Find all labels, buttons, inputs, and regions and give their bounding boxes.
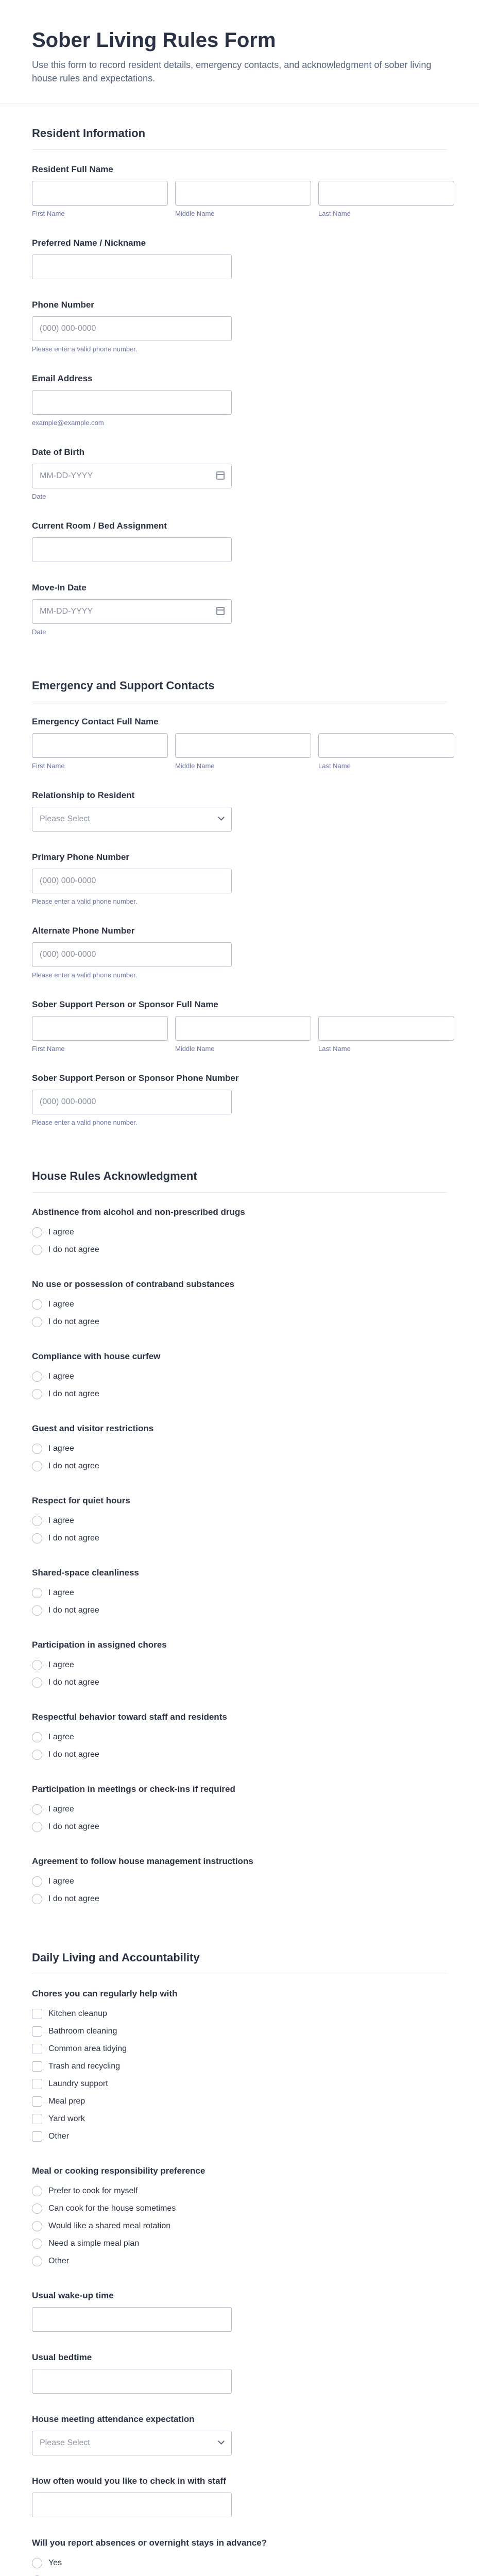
report-field <box>32 2538 447 2576</box>
field-label: House meeting attendance expectation <box>32 2414 195 2424</box>
field-label: Chores you can regularly help with <box>32 1989 178 1998</box>
phone-field <box>32 300 447 353</box>
section-header <box>32 1928 447 1974</box>
email-hint: example@example.com <box>32 419 104 427</box>
middle-name-input[interactable] <box>175 181 311 206</box>
section-header <box>32 656 447 702</box>
option-label: Can cook for the house sometimes <box>48 2204 176 2213</box>
last-name-input[interactable] <box>318 1016 454 1041</box>
section-header <box>32 1147 447 1193</box>
section-house-rules <box>0 1147 479 1908</box>
radio-button[interactable] <box>32 1371 42 1382</box>
rule-field <box>32 1856 447 1908</box>
rule-field <box>32 1496 447 1547</box>
room-field <box>32 521 447 562</box>
room-input[interactable] <box>32 537 232 562</box>
option-label: Would like a shared meal rotation <box>48 2222 171 2230</box>
radio-button[interactable] <box>32 2221 42 2231</box>
chores-field <box>32 1989 447 2145</box>
option-label: I agree <box>48 1660 74 1669</box>
radio-button[interactable] <box>32 1660 42 1670</box>
option-label: I do not agree <box>48 1894 99 1903</box>
field-label: Usual bedtime <box>32 2352 92 2362</box>
field-label: Relationship to Resident <box>32 790 135 800</box>
field-label: Participation in meetings or check-ins if required <box>32 1784 235 1794</box>
option-label: I agree <box>48 1877 74 1886</box>
preferred-name-field <box>32 238 447 279</box>
last-name-input[interactable] <box>318 181 454 206</box>
radio-button[interactable] <box>32 1588 42 1598</box>
radio-button[interactable] <box>32 2186 42 2196</box>
first-name-input[interactable] <box>32 733 168 758</box>
radio-button[interactable] <box>32 2204 42 2214</box>
field-label: Shared-space cleanliness <box>32 1568 139 1578</box>
rule-option[interactable] <box>32 1890 447 1908</box>
email-field <box>32 374 447 427</box>
option-label: Bathroom cleaning <box>48 2027 117 2036</box>
rule-option[interactable] <box>32 1728 447 1746</box>
checkbox[interactable] <box>32 2061 42 2072</box>
option-label: I do not agree <box>48 1822 99 1831</box>
phone-hint: Please enter a valid phone number. <box>32 345 138 353</box>
field-label: Participation in assigned chores <box>32 1640 167 1650</box>
wake-time-input[interactable] <box>32 2307 232 2332</box>
dob-input[interactable]: MM-DD-YYYY <box>32 464 232 488</box>
section-resident-info <box>0 104 479 636</box>
chore-option[interactable] <box>32 2058 447 2075</box>
radio-button[interactable] <box>32 1444 42 1454</box>
sponsor-phone-field <box>32 1073 447 1126</box>
calendar-icon[interactable] <box>216 607 225 615</box>
bedtime-input[interactable] <box>32 2369 232 2394</box>
rule-option[interactable] <box>32 1385 447 1403</box>
option-label: Other <box>48 2132 70 2141</box>
bedtime-field <box>32 2352 447 2394</box>
checkbox[interactable] <box>32 2096 42 2107</box>
meal-option[interactable] <box>32 2200 447 2217</box>
section-title: Resident Information <box>32 127 146 140</box>
option-label: Kitchen cleanup <box>48 2009 107 2018</box>
meal-option[interactable] <box>32 2217 447 2235</box>
alt-phone-input[interactable]: (000) 000-0000 <box>32 942 232 967</box>
rule-option[interactable] <box>32 1224 447 1241</box>
checkbox[interactable] <box>32 2131 42 2142</box>
option-label: I do not agree <box>48 1678 99 1687</box>
section-title: House Rules Acknowledgment <box>32 1170 197 1182</box>
rule-option[interactable] <box>32 1656 447 1674</box>
field-label: Agreement to follow house management instructions <box>32 1856 253 1866</box>
rule-option[interactable] <box>32 1512 447 1530</box>
radio-button[interactable] <box>32 2239 42 2249</box>
relationship-field <box>32 790 447 832</box>
field-label: Alternate Phone Number <box>32 926 135 936</box>
option-label: I agree <box>48 1588 74 1597</box>
movein-input[interactable]: MM-DD-YYYY <box>32 599 232 624</box>
chore-option[interactable] <box>32 2005 447 2023</box>
wake-field <box>32 2291 447 2332</box>
radio-button[interactable] <box>32 1245 42 1255</box>
dob-field <box>32 447 447 500</box>
preferred-name-input[interactable] <box>32 255 232 279</box>
option-label: I do not agree <box>48 1245 99 1254</box>
rule-option[interactable] <box>32 1801 447 1818</box>
section-title: Daily Living and Accountability <box>32 1951 200 1964</box>
last-name-sublabel: Last Name <box>318 210 351 217</box>
rule-field <box>32 1712 447 1764</box>
field-label: Date of Birth <box>32 447 84 457</box>
rule-field <box>32 1279 447 1331</box>
checkin-input[interactable] <box>32 2493 232 2517</box>
option-label: Prefer to cook for myself <box>48 2187 138 2195</box>
rule-option[interactable] <box>32 1530 447 1547</box>
rule-option[interactable] <box>32 1458 447 1475</box>
field-label: How often would you like to check in with staff <box>32 2476 226 2486</box>
field-label: Usual wake-up time <box>32 2291 114 2300</box>
rule-option[interactable] <box>32 1746 447 1764</box>
relationship-select[interactable] <box>32 807 232 832</box>
meal-field <box>32 2166 447 2270</box>
rule-field <box>32 1568 447 1619</box>
radio-button[interactable] <box>32 1677 42 1688</box>
meal-option[interactable] <box>32 2252 447 2270</box>
meal-option[interactable] <box>32 2182 447 2200</box>
rules-list <box>32 1207 447 1908</box>
field-label: Primary Phone Number <box>32 852 129 862</box>
form-title: Sober Living Rules Form <box>32 29 276 52</box>
field-label: Will you report absences or overnight stays in advance? <box>32 2538 267 2548</box>
radio-button[interactable] <box>32 2558 42 2568</box>
option-label: I do not agree <box>48 1606 99 1615</box>
rule-field <box>32 1784 447 1836</box>
section-title: Emergency and Support Contacts <box>32 679 215 692</box>
first-name-input[interactable] <box>32 181 168 206</box>
radio-button[interactable] <box>32 1876 42 1887</box>
field-label: Abstinence from alcohol and non-prescribed drugs <box>32 1207 245 1217</box>
rule-field <box>32 1423 447 1475</box>
option-label: Laundry support <box>48 2079 108 2088</box>
middle-name-sublabel: Middle Name <box>175 210 215 217</box>
field-label: Guest and visitor restrictions <box>32 1423 154 1433</box>
chore-option[interactable] <box>32 2040 447 2058</box>
rule-field <box>32 1640 447 1691</box>
option-label: I do not agree <box>48 1534 99 1543</box>
dob-hint: Date <box>32 493 46 500</box>
field-label: Emergency Contact Full Name <box>32 717 159 726</box>
rule-field <box>32 1351 447 1403</box>
field-label: No use or possession of contraband substances <box>32 1279 234 1289</box>
middle-name-input[interactable] <box>175 733 311 758</box>
option-label: Need a simple meal plan <box>48 2239 140 2248</box>
option-label: I agree <box>48 1805 74 1814</box>
radio-button[interactable] <box>32 1227 42 1238</box>
rule-option[interactable] <box>32 1368 447 1385</box>
option-label: I agree <box>48 1372 74 1381</box>
option-label: I agree <box>48 1516 74 1525</box>
checkbox[interactable] <box>32 2026 42 2037</box>
primary-phone-field <box>32 852 447 905</box>
checkbox[interactable] <box>32 2044 42 2054</box>
movein-field <box>32 583 447 636</box>
email-input[interactable] <box>32 390 232 415</box>
form-header <box>0 0 479 104</box>
alt-phone-field <box>32 926 447 979</box>
radio-button[interactable] <box>32 1389 42 1399</box>
radio-button[interactable] <box>32 1732 42 1742</box>
option-label: I agree <box>48 1300 74 1309</box>
checkbox[interactable] <box>32 2079 42 2089</box>
field-label: Respect for quiet hours <box>32 1496 130 1505</box>
option-label: Yard work <box>48 2114 85 2123</box>
field-label: Preferred Name / Nickname <box>32 238 146 248</box>
radio-button[interactable] <box>32 1804 42 1815</box>
option-label: I agree <box>48 1228 74 1236</box>
rule-option[interactable] <box>32 1674 447 1691</box>
chore-option[interactable] <box>32 2128 447 2145</box>
field-label: Resident Full Name <box>32 164 113 174</box>
meeting-select[interactable] <box>32 2431 232 2455</box>
primary-phone-input[interactable]: (000) 000-0000 <box>32 869 232 893</box>
rule-option[interactable] <box>32 1313 447 1331</box>
field-label: Sober Support Person or Sponsor Phone Number <box>32 1073 239 1083</box>
chore-option[interactable] <box>32 2023 447 2040</box>
option-label: Meal prep <box>48 2097 85 2106</box>
radio-button[interactable] <box>32 1533 42 1544</box>
movein-hint: Date <box>32 628 46 636</box>
phone-hint: Please enter a valid phone number. <box>32 897 138 905</box>
sponsor-phone-input[interactable]: (000) 000-0000 <box>32 1090 232 1114</box>
calendar-icon[interactable] <box>216 471 225 480</box>
rule-option[interactable] <box>32 1440 447 1458</box>
middle-name-sublabel: Middle Name <box>175 1045 215 1053</box>
report-option[interactable] <box>32 2572 447 2576</box>
phone-input[interactable]: (000) 000-0000 <box>32 316 232 341</box>
field-label: Sober Support Person or Sponsor Full Name <box>32 999 218 1009</box>
meal-option[interactable] <box>32 2235 447 2252</box>
chore-option[interactable] <box>32 2110 447 2128</box>
option-label: Common area tidying <box>48 2044 127 2053</box>
last-name-sublabel: Last Name <box>318 1045 351 1053</box>
phone-hint: Please enter a valid phone number. <box>32 1118 138 1126</box>
option-label: I do not agree <box>48 1750 99 1759</box>
radio-button[interactable] <box>32 1822 42 1832</box>
rule-field <box>32 1207 447 1259</box>
field-label: Compliance with house curfew <box>32 1351 161 1361</box>
middle-name-sublabel: Middle Name <box>175 762 215 770</box>
meeting-select-value[interactable]: Please Select <box>32 2431 232 2455</box>
field-label: Respectful behavior toward staff and residents <box>32 1712 227 1722</box>
option-label: I agree <box>48 1444 74 1453</box>
option-label: I do not agree <box>48 1462 99 1470</box>
relationship-select-value[interactable]: Please Select <box>32 807 232 832</box>
phone-hint: Please enter a valid phone number. <box>32 971 138 979</box>
field-label: Meal or cooking responsibility preference <box>32 2166 206 2176</box>
radio-button[interactable] <box>32 1461 42 1471</box>
checkbox[interactable] <box>32 2009 42 2019</box>
radio-button[interactable] <box>32 1605 42 1616</box>
radio-button[interactable] <box>32 2256 42 2266</box>
report-option[interactable] <box>32 2554 447 2572</box>
option-label: I do not agree <box>48 1389 99 1398</box>
radio-button[interactable] <box>32 1516 42 1526</box>
field-label: Email Address <box>32 374 93 383</box>
rule-option[interactable] <box>32 1818 447 1836</box>
first-name-sublabel: First Name <box>32 1045 65 1053</box>
rule-option[interactable] <box>32 1296 447 1313</box>
last-name-sublabel: Last Name <box>318 762 351 770</box>
rule-option[interactable] <box>32 1602 447 1619</box>
field-label: Current Room / Bed Assignment <box>32 521 167 531</box>
first-name-sublabel: First Name <box>32 210 65 217</box>
section-emergency <box>0 656 479 1126</box>
meeting-field <box>32 2414 447 2455</box>
chore-option[interactable] <box>32 2093 447 2110</box>
emergency-contact-name-field <box>32 717 447 770</box>
form-subtitle: Use this form to record resident details, emergency contacts, and acknowledgment of sober living house rules and expectations. <box>32 60 432 83</box>
field-label: Move-In Date <box>32 583 87 592</box>
checkbox[interactable] <box>32 2114 42 2124</box>
rule-option[interactable] <box>32 1873 447 1890</box>
sponsor-name-field <box>32 999 447 1053</box>
section-header <box>32 104 447 150</box>
option-label: I agree <box>48 1733 74 1741</box>
first-name-sublabel: First Name <box>32 762 65 770</box>
option-label: I do not agree <box>48 1317 99 1326</box>
radio-button[interactable] <box>32 1750 42 1760</box>
rule-option[interactable] <box>32 1584 447 1602</box>
field-label: Phone Number <box>32 300 94 310</box>
option-label: Other <box>48 2257 70 2265</box>
option-label: Trash and recycling <box>48 2062 121 2071</box>
first-name-input[interactable] <box>32 1016 168 1041</box>
middle-name-input[interactable] <box>175 1016 311 1041</box>
section-daily-living <box>0 1928 479 2576</box>
radio-button[interactable] <box>32 1299 42 1310</box>
last-name-input[interactable] <box>318 733 454 758</box>
radio-button[interactable] <box>32 1894 42 1904</box>
rule-option[interactable] <box>32 1241 447 1259</box>
resident-full-name-field <box>32 164 447 217</box>
checkin-field <box>32 2476 447 2517</box>
option-label: Yes <box>48 2558 62 2567</box>
chore-option[interactable] <box>32 2075 447 2093</box>
radio-button[interactable] <box>32 1317 42 1327</box>
